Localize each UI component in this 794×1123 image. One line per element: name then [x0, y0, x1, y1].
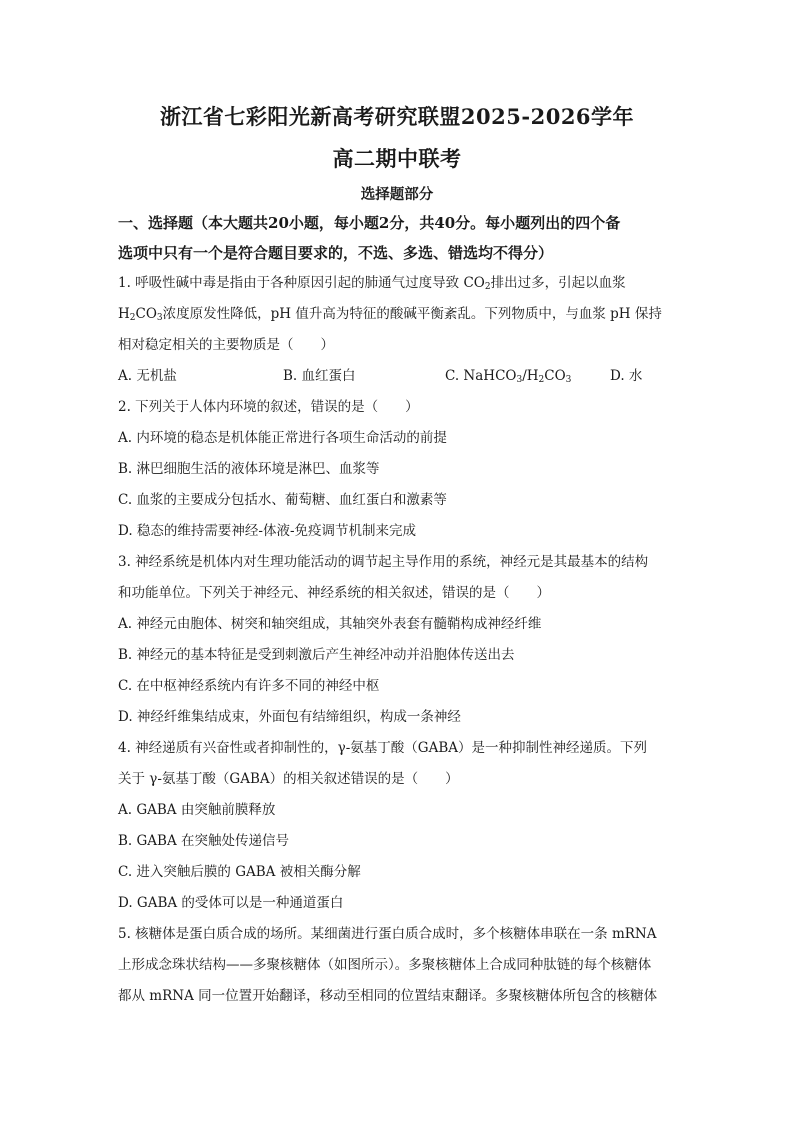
question-1 — [118, 268, 676, 392]
question-2 — [118, 392, 676, 547]
part-heading: 选择题部分 — [360, 186, 434, 203]
question-5-stem-line1: 5. 核糖体是蛋白质合成的场所。某细菌进行蛋白质合成时，多个核糖体串联在一条 mRNA — [118, 926, 657, 942]
option-d[interactable]: D. 水 — [610, 368, 643, 384]
question-4 — [118, 733, 676, 919]
option-d[interactable]: D. 稳态的维持需要神经-体液-免疫调节机制来完成 — [118, 523, 417, 539]
question-2-stem: 2. 下列关于人体内环境的叙述，错误的是（ ） — [118, 399, 419, 415]
option-d[interactable]: D. GABA 的受体可以是一种通道蛋白 — [118, 895, 344, 911]
option-d[interactable]: D. 神经纤维集结成束，外面包有结缔组织，构成一条神经 — [118, 709, 461, 725]
exam-title-line1: 浙江省七彩阳光新高考研究联盟2025-2026学年 — [159, 104, 635, 129]
option-a[interactable]: A. 神经元由胞体、树突和轴突组成，其轴突外表套有髓鞘构成神经纤维 — [118, 616, 542, 632]
question-5-stem-line3: 都从 mRNA 同一位置开始翻译，移动至相同的位置结束翻译。多聚核糖体所包含的核糖体 — [118, 988, 658, 1004]
option-c[interactable]: C. $NaHCO_3/H_2CO_3$ — [445, 368, 572, 385]
question-1-stem-line3: 相对稳定相关的主要物质是（ ） — [118, 337, 334, 353]
section-instructions-line2: 选项中只有一个是符合题目要求的，不选、多选、错选均不得分） — [118, 244, 554, 262]
exam-title-line2: 高二期中联考 — [332, 146, 462, 171]
option-b[interactable]: B. GABA 在突触处传递信号 — [118, 833, 289, 849]
option-b[interactable]: B. 血红蛋白 — [283, 368, 356, 384]
option-c[interactable]: C. 在中枢神经系统内有许多不同的神经中枢 — [118, 678, 380, 694]
question-5-stem-line2: 上形成念珠状结构——多聚核糖体（如图所示）。多聚核糖体上合成同种肽链的每个核糖体 — [118, 957, 652, 973]
section-instructions-line1: 一、选择题（本大题共20小题，每小题2分，共40分。每小题列出的四个备 — [118, 214, 621, 232]
question-4-stem-line2: 关于 γ-氨基丁酸（GABA）的相关叙述错误的是（ ） — [118, 771, 459, 787]
option-a[interactable]: A. GABA 由突触前膜释放 — [118, 802, 276, 818]
option-c[interactable]: C. 进入突触后膜的 GABA 被相关酶分解 — [118, 864, 361, 880]
question-3-stem-line2: 和功能单位。下列关于神经元、神经系统的相关叙述，错误的是（ ） — [118, 585, 550, 601]
option-a[interactable]: A. 无机盐 — [118, 368, 177, 384]
question-1-stem-line1: 1. 呼吸性碱中毒是指由于各种原因引起的肺通气过度导致 $CO_2$排出过多，引起以血浆 — [118, 275, 626, 292]
question-3-stem-line1: 3. 神经系统是机体内对生理功能活动的调节起主导作用的系统，神经元是其最基本的结构 — [118, 554, 649, 570]
question-4-stem-line1: 4. 神经递质有兴奋性或者抑制性的，γ-氨基丁酸（GABA）是一种抑制性神经递质。下列 — [118, 740, 648, 756]
option-a[interactable]: A. 内环境的稳态是机体能正常进行各项生命活动的前提 — [118, 430, 447, 446]
question-1-stem-line2: $H_2CO_3$浓度原发性降低，pH 值升高为特征的酸碱平衡紊乱。下列物质中，与血浆 pH 保持 — [118, 306, 662, 323]
question-3 — [118, 547, 676, 733]
question-1-options — [118, 361, 676, 392]
question-5 — [118, 919, 676, 1012]
section-instructions — [118, 210, 676, 266]
option-b[interactable]: B. 神经元的基本特征是受到刺激后产生神经冲动并沿胞体传送出去 — [118, 647, 515, 663]
option-c[interactable]: C. 血浆的主要成分包括水、葡萄糖、血红蛋白和激素等 — [118, 492, 447, 508]
option-b[interactable]: B. 淋巴细胞生活的液体环境是淋巴、血浆等 — [118, 461, 380, 477]
